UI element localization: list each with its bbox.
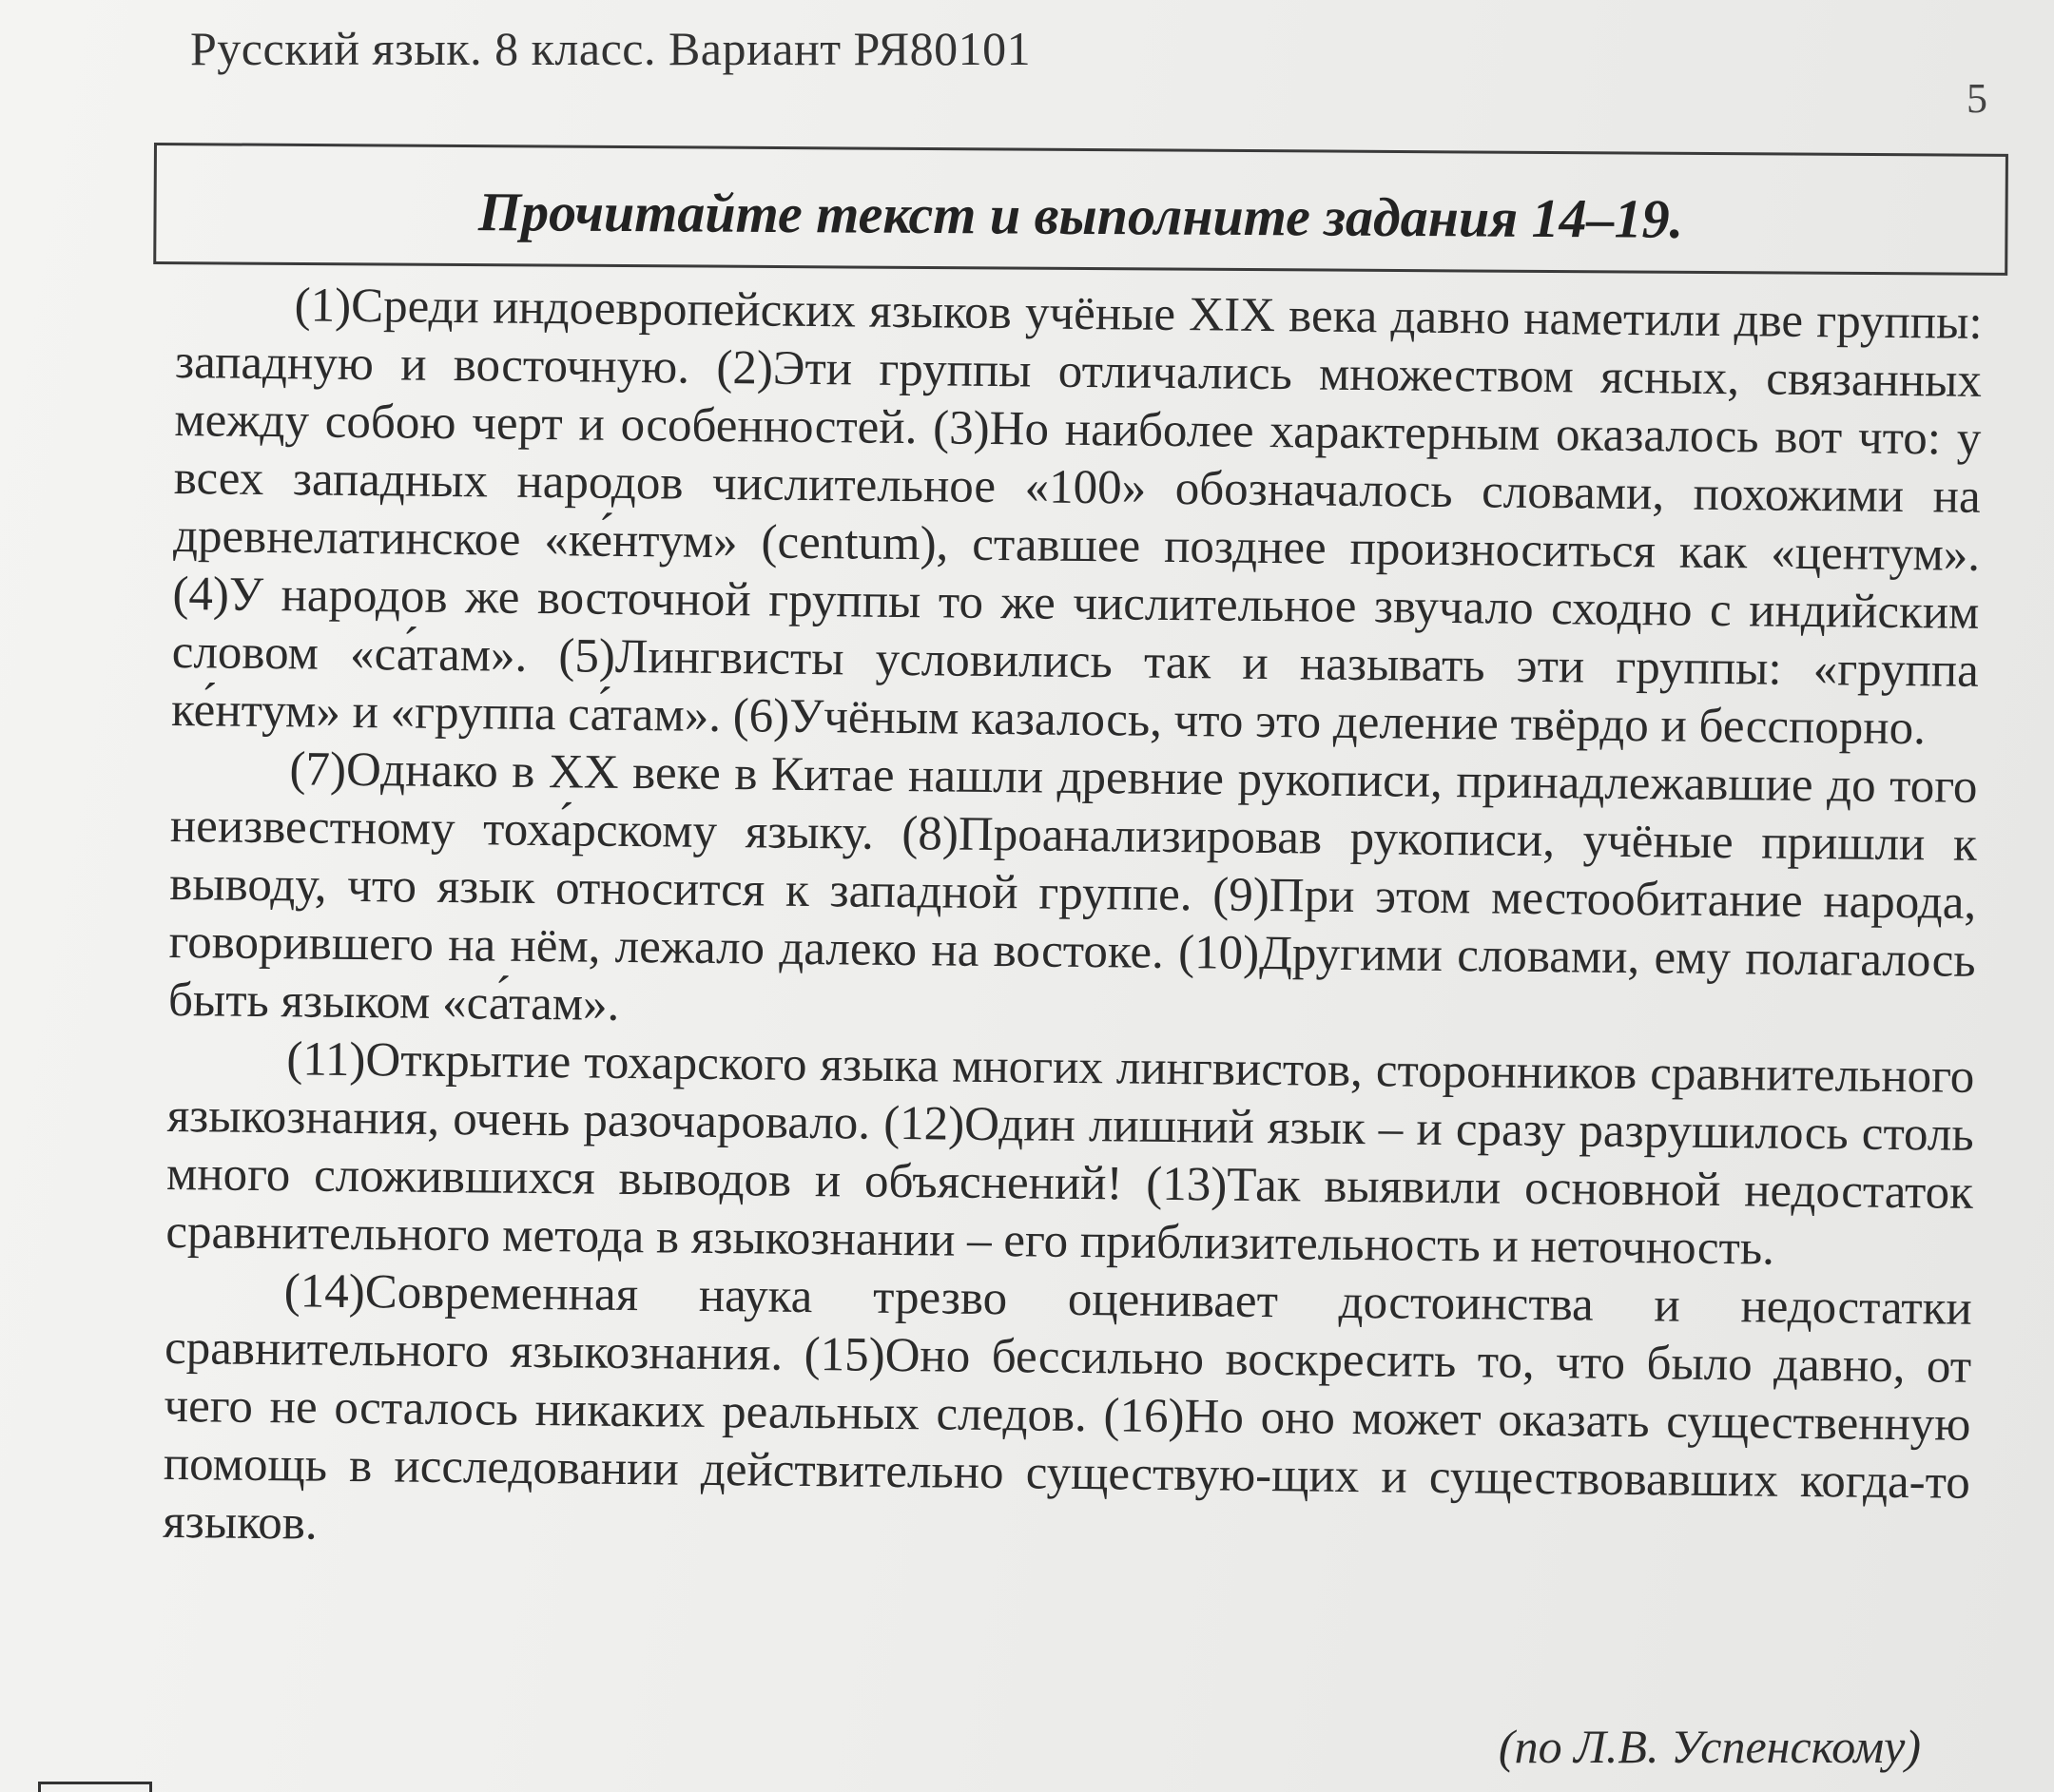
source-attribution: (по Л.В. Успенскому) bbox=[1498, 1720, 1921, 1773]
paragraph-3: (11)Открытие тохарского языка многих лингвистов, сторонников сравнительного языкознания, очень разочаровало. (12)Один лишний язык – и сразу разрушилось столь много сложившихся выводов и объяснений! (13)Так выявили основной недостаток сравнительного метода в языкознании – его приблизительность и неточность. bbox=[165, 1032, 1975, 1276]
instruction-text: Прочитайте текст и выполните задания 14–19. bbox=[477, 181, 1684, 250]
reading-text bbox=[163, 276, 1983, 1570]
paragraph-2: (7)Однако в XX веке в Китае нашли древние рукописи, принадлежавшие до того неизвестному тоха́рскому языку. (8)Проанализировав рукописи, учёные пришли к выводу, что язык относится к западной группе. (9)При этом местообитание народа, говорившего на нём, лежало далеко на востоке. (10)Другими словами, ему полагалось быть языком «са́там». bbox=[167, 742, 1978, 1031]
instruction-box bbox=[153, 143, 2008, 276]
answer-box-edge bbox=[38, 1782, 152, 1792]
paragraph-1: (1)Среди индоевропейских языков учёные XIX века давно наметили две группы: западную и восточную. (2)Эти группы отличались множеством ясных, связанных между собою черт и особенностей. (3)Но наиболее характерным оказалось вот что: у всех западных народов числительное «100» обозначалось словами, похожими на древнелатинское «ке́нтум» (centum), ставшее позднее произноситься как «центум». (4)У народов же восточной группы то же числительное звучало сходно с индийским словом «са́там». (5)Лингвисты условились так и называть эти группы: «группа ке́нтум» и «группа са́там». (6)Учёным казалось, что это деление твёрдо и бесспорно. bbox=[170, 279, 1983, 756]
paragraph-4: (14)Современная наука трезво оценивает достоинства и недостатки сравнительного языкознания. (15)Оно бессильно воскресить то, что было давно, от чего не осталось никаких реальных следов. (16)Но оно может оказать существенную помощь в исследовании действительно существую-щих и существовавших когда-то языков. bbox=[162, 1264, 1973, 1551]
page-header: Русский язык. 8 класс. Вариант РЯ80101 bbox=[190, 22, 1032, 75]
page-number: 5 bbox=[1967, 75, 1987, 122]
